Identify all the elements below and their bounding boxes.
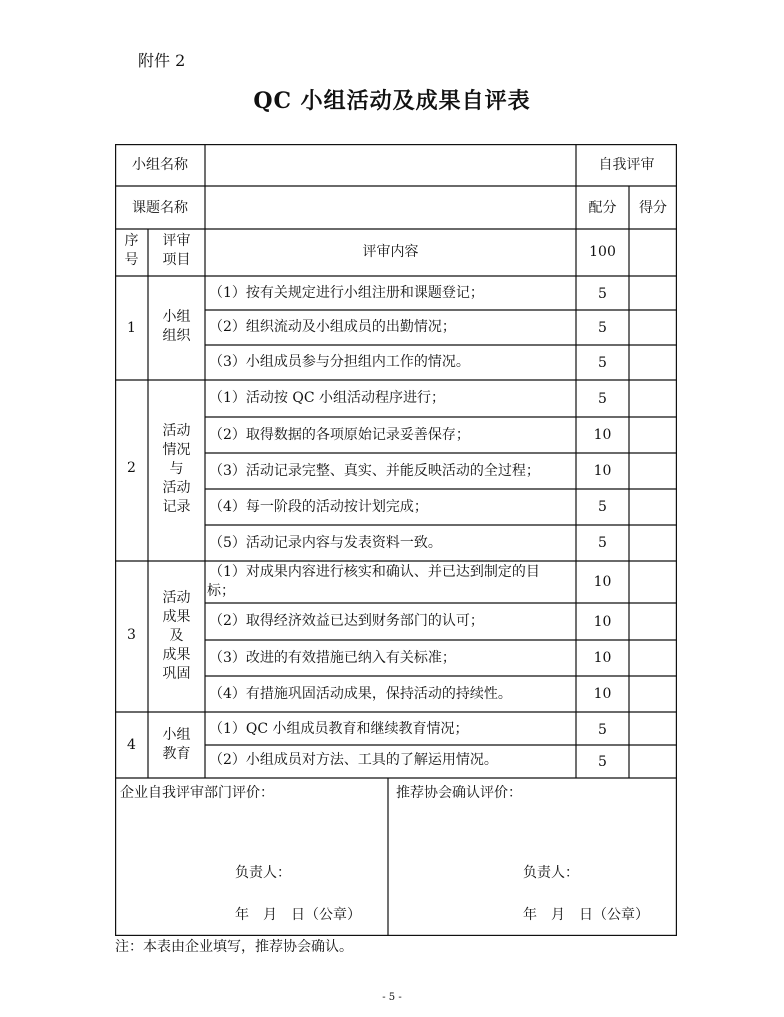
criterion-score: 10 <box>593 614 612 630</box>
section-item <box>148 308 205 346</box>
criterion-text: （2）取得经济效益已达到财务部门的认可； <box>209 613 484 629</box>
association-evaluation-label: 推荐协会确认评价： <box>396 785 522 801</box>
criterion-text: （1）对成果内容进行核实和确认、并已达到制定的目 <box>209 564 540 580</box>
page-number: - 5 - <box>382 992 402 1003</box>
criterion-text: （5）活动记录内容与发表资料一致。 <box>209 535 442 551</box>
criterion-text: （1）按有关规定进行小组注册和课题登记； <box>209 285 484 301</box>
criterion-score: 5 <box>598 391 607 407</box>
section-item-line: 巩固 <box>162 666 191 682</box>
section-item-line: 教育 <box>162 746 191 762</box>
criterion-text: （3）小组成员参与分担组内工作的情况。 <box>209 354 470 370</box>
section-item-line: 成果 <box>162 609 191 625</box>
enterprise-evaluation-label: 企业自我评审部门评价： <box>120 785 274 801</box>
enterprise-date-seal: 年 月 日（公章） <box>235 907 361 923</box>
criterion-score: 10 <box>593 650 612 666</box>
criterion-score: 10 <box>593 463 612 479</box>
section-number: 1 <box>127 320 136 336</box>
criterion-score: 10 <box>593 686 612 702</box>
section-item-line: 情况 <box>162 442 191 458</box>
criterion-score: 5 <box>598 499 607 515</box>
criterion-text: （2）取得数据的各项原始记录妥善保存； <box>209 427 470 443</box>
criterion-text: （3）活动记录完整、真实、并能反映活动的全过程； <box>209 463 540 479</box>
section-item-line: 活动 <box>162 423 191 439</box>
criterion-text-continued: 标； <box>207 583 235 599</box>
section-item <box>148 422 205 517</box>
topic-name-label: 课题名称 <box>132 200 188 216</box>
page-title: QC 小组活动及成果自评表 <box>253 88 531 114</box>
self-assessment-form <box>115 144 677 936</box>
footnote: 注：本表由企业填写，推荐协会确认。 <box>115 939 353 955</box>
section-item-line: 活动 <box>162 590 191 606</box>
criterion-score: 5 <box>598 535 607 551</box>
section-item-line: 活动 <box>162 480 191 496</box>
criterion-text: （3）改进的有效措施已纳入有关标准； <box>209 650 456 666</box>
section-item-line: 组织 <box>162 328 191 344</box>
score-got-label: 得分 <box>639 200 667 216</box>
section-item-line: 成果 <box>162 647 191 663</box>
criterion-score: 10 <box>593 427 612 443</box>
criterion-text: （1）QC 小组成员教育和继续教育情况； <box>209 721 469 737</box>
section-number: 3 <box>127 627 136 643</box>
criterion-text: （1）活动按 QC 小组活动程序进行； <box>209 390 445 406</box>
item-header <box>148 232 205 270</box>
enterprise-responsible-label: 负责人： <box>235 865 291 881</box>
criterion-score: 5 <box>598 355 607 371</box>
section-item-line: 记录 <box>162 499 191 515</box>
criterion-text: （2）小组成员对方法、工具的了解运用情况。 <box>209 752 498 768</box>
attachment-label: 附件 2 <box>138 51 186 70</box>
section-item-line: 小组 <box>162 727 191 743</box>
association-responsible-label: 负责人： <box>523 865 579 881</box>
criterion-score: 5 <box>598 320 607 336</box>
seq-header-line: 序 <box>124 233 139 249</box>
criterion-text: （4）有措施巩固活动成果，保持活动的持续性。 <box>209 686 512 702</box>
criterion-text: （4）每一阶段的活动按计划完成； <box>209 499 428 515</box>
section-item-line: 小组 <box>162 309 191 325</box>
section-number: 4 <box>127 737 136 753</box>
item-header-line: 项目 <box>162 252 191 268</box>
criterion-score: 5 <box>598 754 607 770</box>
association-date-seal: 年 月 日（公章） <box>523 907 649 923</box>
criterion-score: 5 <box>598 286 607 302</box>
section-item-line: 与 <box>169 461 184 477</box>
section-item-line: 及 <box>169 628 184 644</box>
self-review-label: 自我评审 <box>598 157 655 173</box>
seq-header <box>115 232 148 270</box>
score-alloc-label: 配分 <box>588 200 617 216</box>
item-header-line: 评审 <box>162 233 191 249</box>
group-name-label: 小组名称 <box>132 157 188 173</box>
criterion-text: （2）组织流动及小组成员的出勤情况； <box>209 319 456 335</box>
content-header: 评审内容 <box>362 244 419 260</box>
section-number: 2 <box>127 460 136 476</box>
criterion-score: 10 <box>593 574 612 590</box>
total-score: 100 <box>589 244 616 260</box>
section-item <box>148 726 205 764</box>
criterion-score: 5 <box>598 722 607 738</box>
seq-header-line: 号 <box>124 252 139 268</box>
section-item <box>148 589 205 684</box>
